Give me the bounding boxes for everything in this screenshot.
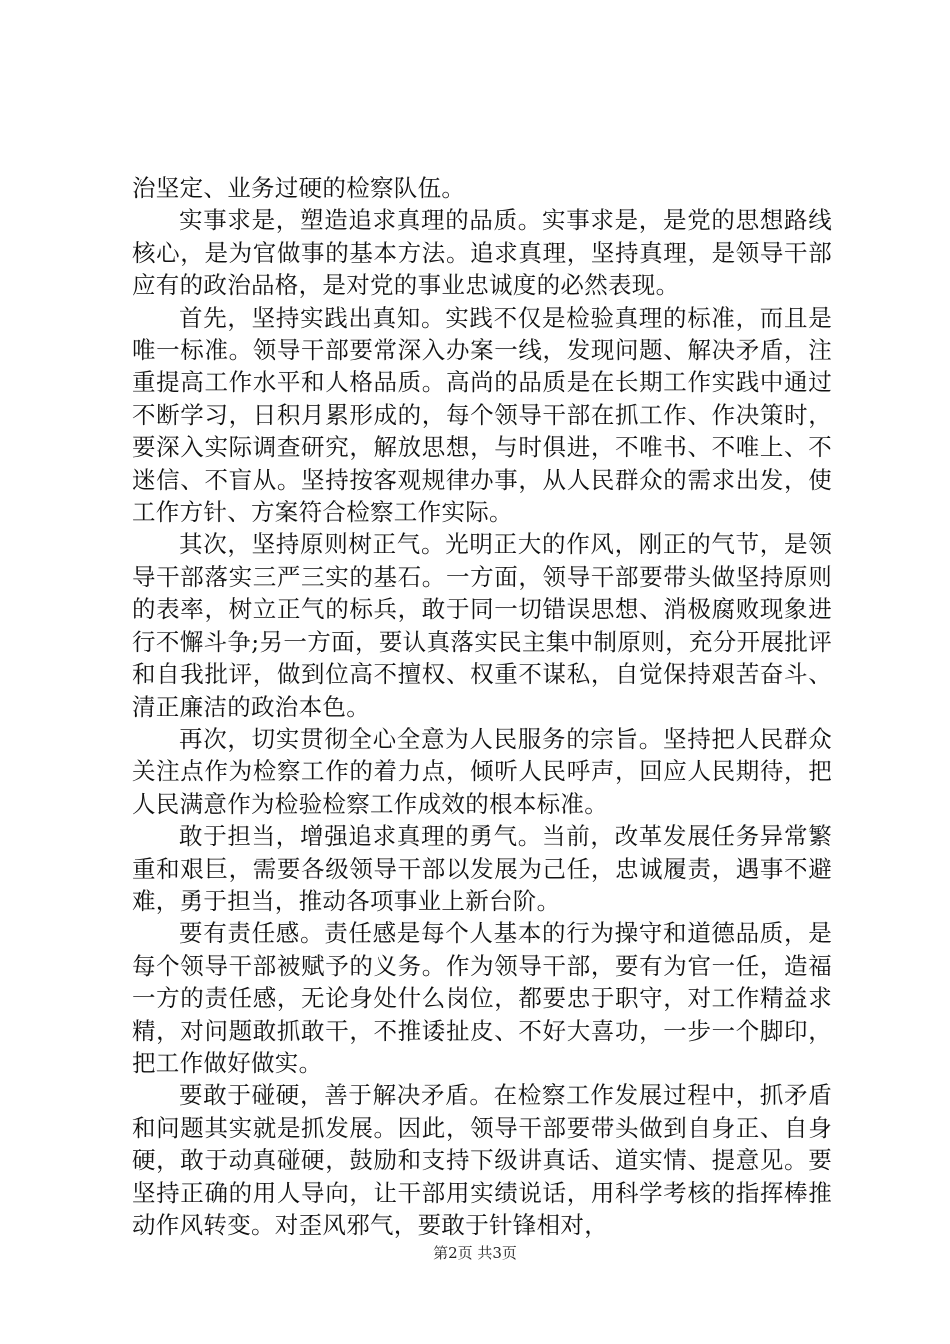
paragraph-practice: 首先，坚持实践出真知。实践不仅是检验真理的标准，而且是唯一标准。领导干部要常深入办案一线，发现问题、解决矛盾，注重提高工作水平和人格品质。高尚的品质是在长期工作实践中通过不断学习，日积月累形成的，每个领导干部在抓工作、作决策时，要深入实际调查研究，解放思想，与时俱进，不唯书、不唯上、不迷信、不盲从。坚持按客观规律办事，从人民群众的需求出发，使工作方针、方案符合检察工作实际。 <box>132 303 832 527</box>
paragraph-resolve-conflicts: 要敢于碰硬，善于解决矛盾。在检察工作发展过程中，抓矛盾和问题其实就是抓发展。因此，领导干部要带头做到自身正、自身硬，敢于动真碰硬，鼓励和支持下级讲真话、道实情、提意见。要坚持正确的用人导向，让干部用实绩说话，用科学考核的指挥棒推动作风转变。对歪风邪气，要敢于针锋相对， <box>132 1081 832 1239</box>
paragraph-continuation: 治坚定、业务过硬的检察队伍。 <box>132 174 466 202</box>
paragraph-responsibility-courage: 敢于担当，增强追求真理的勇气。当前，改革发展任务异常繁重和艰巨，需要各级领导干部以发展为己任，忠诚履责，遇事不避难，勇于担当，推动各项事业上新台阶。 <box>132 822 832 915</box>
document-body <box>132 172 832 1241</box>
paragraph-principle: 其次，坚持原则树正气。光明正大的作风，刚正的气节，是领导干部落实三严三实的基石。一方面，领导干部要带头做坚持原则的表率，树立正气的标兵，敢于同一切错误思想、消极腐败现象进行不懈斗争;另一方面，要认真落实民主集中制原则，充分开展批评和自我批评，做到位高不擅权、权重不谋私，自觉保持艰苦奋斗、清正廉洁的政治本色。 <box>132 530 832 721</box>
page-footer: 第2页 共3页 <box>433 1244 517 1262</box>
paragraph-sense-of-duty: 要有责任感。责任感是每个人基本的行为操守和道德品质，是每个领导干部被赋予的义务。作为领导干部，要有为官一任，造福一方的责任感，无论身处什么岗位，都要忠于职守，对工作精益求精，对问题敢抓敢干，不推诿扯皮、不好大喜功，一步一个脚印，把工作做好做实。 <box>132 919 832 1077</box>
paragraph-seek-truth: 实事求是，塑造追求真理的品质。实事求是，是党的思想路线核心，是为官做事的基本方法。追求真理，坚持真理，是领导干部应有的政治品格，是对党的事业忠诚度的必然表现。 <box>132 206 832 300</box>
paragraph-serve-people: 再次，切实贯彻全心全意为人民服务的宗旨。坚持把人民群众关注点作为检察工作的着力点，倾听人民呼声，回应人民期待，把人民满意作为检验检察工作成效的根本标准。 <box>132 724 832 818</box>
